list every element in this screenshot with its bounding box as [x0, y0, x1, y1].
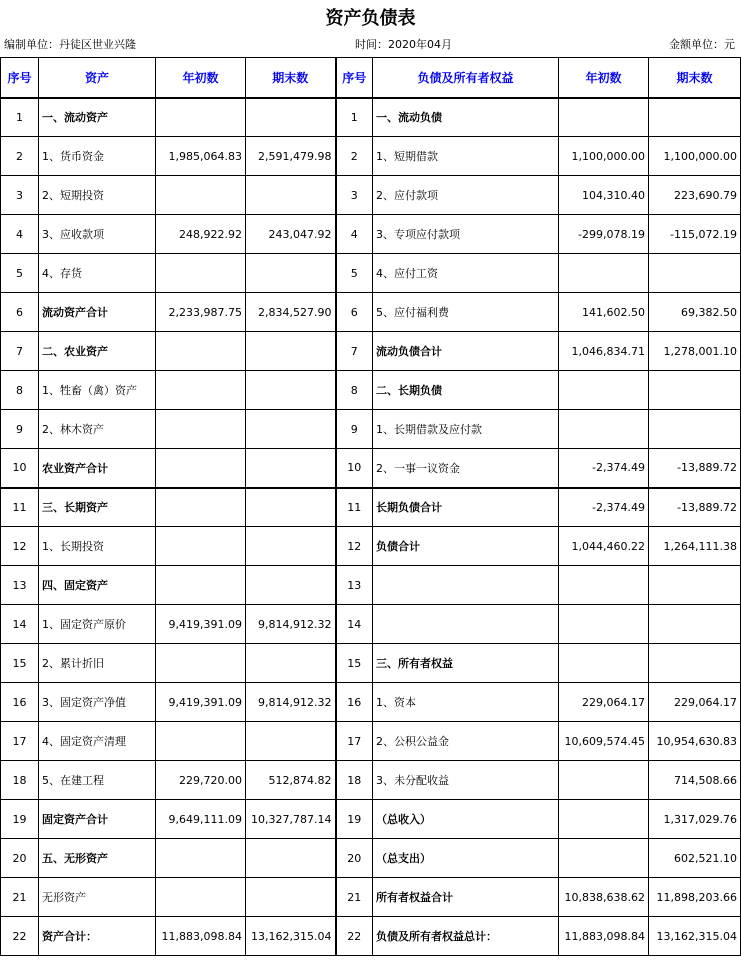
- liability-end-value: [649, 644, 741, 683]
- asset-end-value: [246, 332, 336, 371]
- liability-item: 1、长期借款及应付款: [373, 410, 559, 449]
- liability-item: [373, 605, 559, 644]
- table-row: [1, 293, 741, 332]
- table-row: [1, 800, 741, 839]
- row-number-left: 11: [1, 488, 39, 527]
- asset-end-value: [246, 176, 336, 215]
- asset-item: 1、固定资产原价: [39, 605, 156, 644]
- liability-end-value: 223,690.79: [649, 176, 741, 215]
- row-number-left: 19: [1, 800, 39, 839]
- header-assets: 资产: [39, 58, 156, 98]
- asset-item: 2、林木资产: [39, 410, 156, 449]
- row-number-left: 12: [1, 527, 39, 566]
- row-number-right: 22: [336, 917, 373, 956]
- table-row: [1, 761, 741, 800]
- liability-item: 2、公积公益金: [373, 722, 559, 761]
- asset-end-value: [246, 98, 336, 137]
- row-number-left: 3: [1, 176, 39, 215]
- row-number-right: 14: [336, 605, 373, 644]
- header-liabilities: 负债及所有者权益: [373, 58, 559, 98]
- asset-end-value: 10,327,787.14: [246, 800, 336, 839]
- row-number-right: 10: [336, 449, 373, 488]
- asset-begin-value: 1,985,064.83: [156, 137, 246, 176]
- liability-end-value: -13,889.72: [649, 449, 741, 488]
- table-row: [1, 605, 741, 644]
- row-number-right: 8: [336, 371, 373, 410]
- asset-begin-value: 11,883,098.84: [156, 917, 246, 956]
- asset-begin-value: 9,419,391.09: [156, 605, 246, 644]
- asset-begin-value: [156, 254, 246, 293]
- row-number-left: 10: [1, 449, 39, 488]
- row-number-right: 17: [336, 722, 373, 761]
- asset-begin-value: [156, 488, 246, 527]
- asset-item: 流动资产合计: [39, 293, 156, 332]
- asset-end-value: 2,834,527.90: [246, 293, 336, 332]
- asset-begin-value: 9,649,111.09: [156, 800, 246, 839]
- asset-item: 2、累计折旧: [39, 644, 156, 683]
- asset-item: 一、流动资产: [39, 98, 156, 137]
- asset-item: 2、短期投资: [39, 176, 156, 215]
- liability-item: 一、流动负债: [373, 98, 559, 137]
- row-number-left: 14: [1, 605, 39, 644]
- liability-item: 所有者权益合计: [373, 878, 559, 917]
- asset-item: 4、存货: [39, 254, 156, 293]
- liability-item: 5、应付福利费: [373, 293, 559, 332]
- asset-begin-value: [156, 527, 246, 566]
- row-number-right: 15: [336, 644, 373, 683]
- row-number-right: 7: [336, 332, 373, 371]
- liability-end-value: [649, 98, 741, 137]
- header-left-begin: 年初数: [156, 58, 246, 98]
- liability-begin-value: 104,310.40: [559, 176, 649, 215]
- liability-begin-value: [559, 371, 649, 410]
- liability-end-value: -13,889.72: [649, 488, 741, 527]
- table-row: [1, 566, 741, 605]
- asset-end-value: [246, 878, 336, 917]
- liability-begin-value: 141,602.50: [559, 293, 649, 332]
- row-number-right: 13: [336, 566, 373, 605]
- liability-end-value: [649, 254, 741, 293]
- table-row: [1, 527, 741, 566]
- asset-end-value: [246, 254, 336, 293]
- asset-item: 三、长期资产: [39, 488, 156, 527]
- table-row: [1, 371, 741, 410]
- asset-begin-value: [156, 449, 246, 488]
- header-left-end: 期末数: [246, 58, 336, 98]
- liability-end-value: [649, 410, 741, 449]
- row-number-left: 21: [1, 878, 39, 917]
- row-number-left: 22: [1, 917, 39, 956]
- liability-end-value: 10,954,630.83: [649, 722, 741, 761]
- row-number-left: 13: [1, 566, 39, 605]
- asset-item: 3、固定资产净值: [39, 683, 156, 722]
- liability-end-value: 1,317,029.76: [649, 800, 741, 839]
- asset-begin-value: [156, 176, 246, 215]
- asset-begin-value: [156, 878, 246, 917]
- liability-item: 1、短期借款: [373, 137, 559, 176]
- liability-item: 三、所有者权益: [373, 644, 559, 683]
- row-number-left: 5: [1, 254, 39, 293]
- liability-item: [373, 566, 559, 605]
- liability-end-value: 714,508.66: [649, 761, 741, 800]
- row-number-left: 9: [1, 410, 39, 449]
- row-number-right: 9: [336, 410, 373, 449]
- asset-end-value: 13,162,315.04: [246, 917, 336, 956]
- liability-begin-value: [559, 839, 649, 878]
- row-number-right: 20: [336, 839, 373, 878]
- liability-begin-value: [559, 800, 649, 839]
- header-right-end: 期末数: [649, 58, 741, 98]
- liability-begin-value: [559, 605, 649, 644]
- table-row: [1, 176, 741, 215]
- liability-item: （总收入）: [373, 800, 559, 839]
- report-title: 资产负债表: [325, 8, 416, 29]
- report-date: 时间：2020年04月: [355, 38, 452, 51]
- table-row: [1, 683, 741, 722]
- row-number-right: 4: [336, 215, 373, 254]
- row-number-right: 1: [336, 98, 373, 137]
- table-row: [1, 137, 741, 176]
- table-row: [1, 410, 741, 449]
- liability-begin-value: [559, 98, 649, 137]
- asset-end-value: [246, 722, 336, 761]
- liability-end-value: 1,100,000.00: [649, 137, 741, 176]
- table-row: [1, 878, 741, 917]
- asset-begin-value: 229,720.00: [156, 761, 246, 800]
- row-number-right: 21: [336, 878, 373, 917]
- asset-end-value: [246, 644, 336, 683]
- asset-begin-value: 248,922.92: [156, 215, 246, 254]
- asset-end-value: 512,874.82: [246, 761, 336, 800]
- asset-end-value: 243,047.92: [246, 215, 336, 254]
- table-row: [1, 254, 741, 293]
- row-number-left: 15: [1, 644, 39, 683]
- liability-end-value: -115,072.19: [649, 215, 741, 254]
- liability-begin-value: [559, 761, 649, 800]
- row-number-left: 6: [1, 293, 39, 332]
- liability-begin-value: 11,883,098.84: [559, 917, 649, 956]
- liability-end-value: 11,898,203.66: [649, 878, 741, 917]
- liability-item: 流动负债合计: [373, 332, 559, 371]
- liability-item: 2、应付款项: [373, 176, 559, 215]
- row-number-left: 7: [1, 332, 39, 371]
- asset-begin-value: [156, 332, 246, 371]
- liability-begin-value: [559, 254, 649, 293]
- asset-end-value: [246, 371, 336, 410]
- asset-end-value: [246, 839, 336, 878]
- liability-item: 二、长期负债: [373, 371, 559, 410]
- liability-begin-value: 1,046,834.71: [559, 332, 649, 371]
- asset-item: 二、农业资产: [39, 332, 156, 371]
- liability-item: 长期负债合计: [373, 488, 559, 527]
- compiling-unit: 编制单位：丹徒区世业兴隆: [4, 38, 136, 51]
- asset-item: 1、长期投资: [39, 527, 156, 566]
- liability-begin-value: 229,064.17: [559, 683, 649, 722]
- liability-end-value: 13,162,315.04: [649, 917, 741, 956]
- liability-end-value: 229,064.17: [649, 683, 741, 722]
- asset-item: 五、无形资产: [39, 839, 156, 878]
- liability-begin-value: [559, 410, 649, 449]
- liability-end-value: [649, 605, 741, 644]
- liability-item: 2、一事一议资金: [373, 449, 559, 488]
- asset-begin-value: [156, 371, 246, 410]
- asset-item: 1、牲畜（禽）资产: [39, 371, 156, 410]
- asset-begin-value: 2,233,987.75: [156, 293, 246, 332]
- row-number-left: 20: [1, 839, 39, 878]
- row-number-right: 18: [336, 761, 373, 800]
- asset-begin-value: [156, 410, 246, 449]
- table-row: [1, 644, 741, 683]
- asset-begin-value: [156, 566, 246, 605]
- table-row: [1, 332, 741, 371]
- asset-begin-value: [156, 644, 246, 683]
- liability-begin-value: 10,838,638.62: [559, 878, 649, 917]
- asset-begin-value: [156, 839, 246, 878]
- liability-item: 负债及所有者权益总计：: [373, 917, 559, 956]
- row-number-right: 19: [336, 800, 373, 839]
- table-row: [1, 449, 741, 488]
- row-number-left: 2: [1, 137, 39, 176]
- liability-item: 3、未分配收益: [373, 761, 559, 800]
- asset-item: 5、在建工程: [39, 761, 156, 800]
- liability-begin-value: -2,374.49: [559, 449, 649, 488]
- row-number-right: 16: [336, 683, 373, 722]
- asset-item: 1、货币资金: [39, 137, 156, 176]
- asset-end-value: [246, 566, 336, 605]
- liability-begin-value: 1,100,000.00: [559, 137, 649, 176]
- row-number-left: 17: [1, 722, 39, 761]
- liability-item: 3、专项应付款项: [373, 215, 559, 254]
- row-number-right: 2: [336, 137, 373, 176]
- liability-end-value: [649, 566, 741, 605]
- table-row: [1, 98, 741, 137]
- table-row: [1, 215, 741, 254]
- asset-item: 无形资产: [39, 878, 156, 917]
- header-left-no: 序号: [1, 58, 39, 98]
- row-number-left: 1: [1, 98, 39, 137]
- liability-begin-value: [559, 644, 649, 683]
- asset-end-value: 9,814,912.32: [246, 683, 336, 722]
- row-number-left: 8: [1, 371, 39, 410]
- liability-begin-value: [559, 566, 649, 605]
- liability-begin-value: -2,374.49: [559, 488, 649, 527]
- row-number-left: 4: [1, 215, 39, 254]
- table-row: [1, 488, 741, 527]
- balance-sheet-table: [0, 57, 741, 956]
- row-number-right: 5: [336, 254, 373, 293]
- liability-item: 1、资本: [373, 683, 559, 722]
- asset-item: 固定资产合计: [39, 800, 156, 839]
- row-number-right: 12: [336, 527, 373, 566]
- asset-item: 3、应收款项: [39, 215, 156, 254]
- header-right-begin: 年初数: [559, 58, 649, 98]
- table-row: [1, 839, 741, 878]
- liability-end-value: 1,264,111.38: [649, 527, 741, 566]
- asset-end-value: [246, 488, 336, 527]
- liability-end-value: 602,521.10: [649, 839, 741, 878]
- row-number-right: 11: [336, 488, 373, 527]
- asset-item: 农业资产合计: [39, 449, 156, 488]
- asset-end-value: [246, 410, 336, 449]
- currency-unit: 金额单位：元: [669, 38, 735, 51]
- liability-begin-value: 10,609,574.45: [559, 722, 649, 761]
- asset-item: 资产合计：: [39, 917, 156, 956]
- row-number-right: 3: [336, 176, 373, 215]
- liability-item: 4、应付工资: [373, 254, 559, 293]
- row-number-left: 16: [1, 683, 39, 722]
- row-number-left: 18: [1, 761, 39, 800]
- liability-begin-value: 1,044,460.22: [559, 527, 649, 566]
- liability-end-value: 1,278,001.10: [649, 332, 741, 371]
- asset-item: 4、固定资产清理: [39, 722, 156, 761]
- asset-begin-value: [156, 722, 246, 761]
- table-row: [1, 722, 741, 761]
- liability-end-value: 69,382.50: [649, 293, 741, 332]
- asset-item: 四、固定资产: [39, 566, 156, 605]
- asset-end-value: 9,814,912.32: [246, 605, 336, 644]
- asset-end-value: 2,591,479.98: [246, 137, 336, 176]
- asset-end-value: [246, 449, 336, 488]
- liability-item: 负债合计: [373, 527, 559, 566]
- header-right-no: 序号: [336, 58, 373, 98]
- asset-end-value: [246, 527, 336, 566]
- header-row: [1, 58, 741, 98]
- liability-begin-value: -299,078.19: [559, 215, 649, 254]
- liability-item: （总支出）: [373, 839, 559, 878]
- asset-begin-value: 9,419,391.09: [156, 683, 246, 722]
- row-number-right: 6: [336, 293, 373, 332]
- table-row: [1, 917, 741, 956]
- liability-end-value: [649, 371, 741, 410]
- asset-begin-value: [156, 98, 246, 137]
